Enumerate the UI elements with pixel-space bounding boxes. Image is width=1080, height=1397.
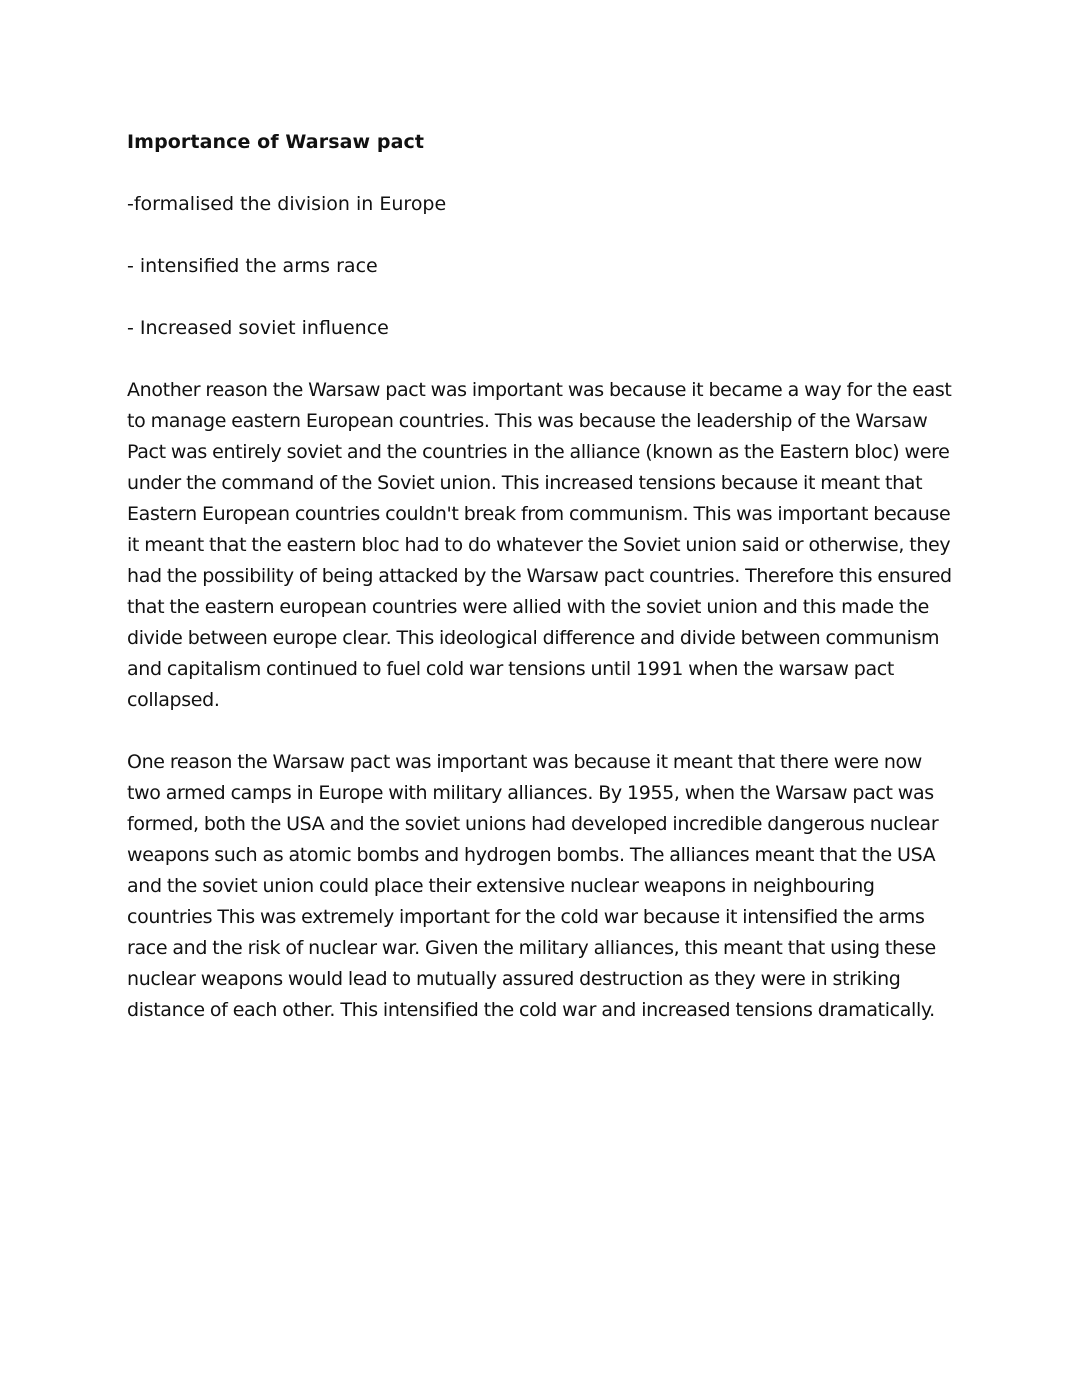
bullet-item: - Increased soviet influence: [127, 317, 389, 339]
bullet-item: -formalised the division in Europe: [127, 193, 447, 215]
paragraph: One reason the Warsaw pact was important was because it meant that there were now two armed camps in Europe with military alliances. By 1955, when the Warsaw pact was formed, both the USA and the soviet unions had developed incredible dangerous nuclear weapons such as atomic bombs and hydrogen bombs. The alliances meant that the USA and the soviet union could place their extensive nuclear weapons in neighbouring countries This was extremely important for the cold war because it intensified the arms race and the risk of nuclear war. Given the military alliances, this meant that using these nuclear weapons would lead to mutually assured destruction as they were in striking distance of each other. This intensified the cold war and increased tensions dramatically.: [127, 751, 939, 1021]
paragraph: Another reason the Warsaw pact was important was because it became a way for the east to manage eastern European countries. This was because the leadership of the Warsaw Pact was entirely soviet and the countries in the alliance (known as the Eastern bloc) were under the command of the Soviet union. This increased tensions because it meant that Eastern European countries couldn't break from communism. This was important because it meant that the eastern bloc had to do whatever the Soviet union said or otherwise, they had the possibility of being attacked by the Warsaw pact countries. Therefore this ensured that the eastern european countries were allied with the soviet union and this made the divide between europe clear. This ideological difference and divide between communism and capitalism continued to fuel cold war tensions until 1991 when the warsaw pact collapsed.: [127, 379, 952, 711]
bullet-item: - intensified the arms race: [127, 255, 378, 277]
document-body: [127, 127, 957, 1057]
document-heading: Importance of Warsaw pact: [127, 131, 425, 153]
